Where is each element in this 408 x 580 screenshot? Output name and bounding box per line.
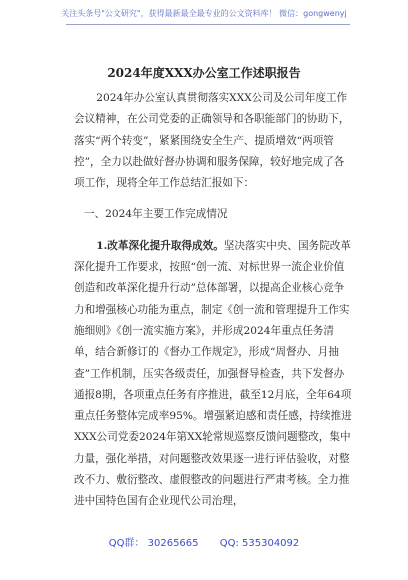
header-divider	[66, 24, 350, 25]
footer-qq-contact: QQ: 535304092	[219, 538, 300, 549]
page-header-notice: 关注头条号"公文研究"，获得最新最全最专业的公文资料库！ 微信：gongwenyj	[61, 9, 347, 18]
subsection-paragraph	[74, 236, 354, 513]
subsection-text: 坚决落实中央、国务院改革深化提升工作要求，按照“创一流、对标世界一流企业价值创造和改革深化提升行动”总体部署，以提高企业核心竞争力和增强核心功能为重点，制定《创一流和管理提升工作实施细则》《创一流实施方案》，并形成2024年重点任务清单，结合新修订的《督办工作规定》，形成“周督办、月抽查”工作机制，压实各级责任，加强督导检查，共下发督办通报8期，各项重点任务有序推进，截至12月底，全年64项重点任务整体完成率95%。增强紧迫感和责任感，持续推进XXX公司党委2024年第XX轮常规巡察反馈问题整改，集中力量，强化举措，对问题整改效果逐一进行评估验收，对整改不力、敷衍整改、虚假整改的问题进行严肃考核。全力推进中国特色国有企业现代公司治理，	[74, 239, 352, 508]
subsection-heading: 1.改革深化提升取得成效。	[96, 239, 224, 252]
section-heading: 一、2024年主要工作完成情况	[84, 208, 228, 221]
document-title: 2024年度XXX办公室工作述职报告	[107, 66, 301, 80]
document-body	[74, 88, 354, 513]
page-footer	[0, 534, 408, 549]
footer-qq-group: QQ群： 30265665	[108, 538, 199, 549]
intro-paragraph: 2024年办公室认真贯彻落实XXX公司及公司年度工作会议精神，在公司党委的正确领导和各职能部门的协助下，落实“两个转变”，紧紧围绕安全生产、提质增效“两项管控”，全力以赴做好督办协调和服务保障，较好地完成了各项工作，现将全年工作总结汇报如下：	[74, 92, 350, 190]
